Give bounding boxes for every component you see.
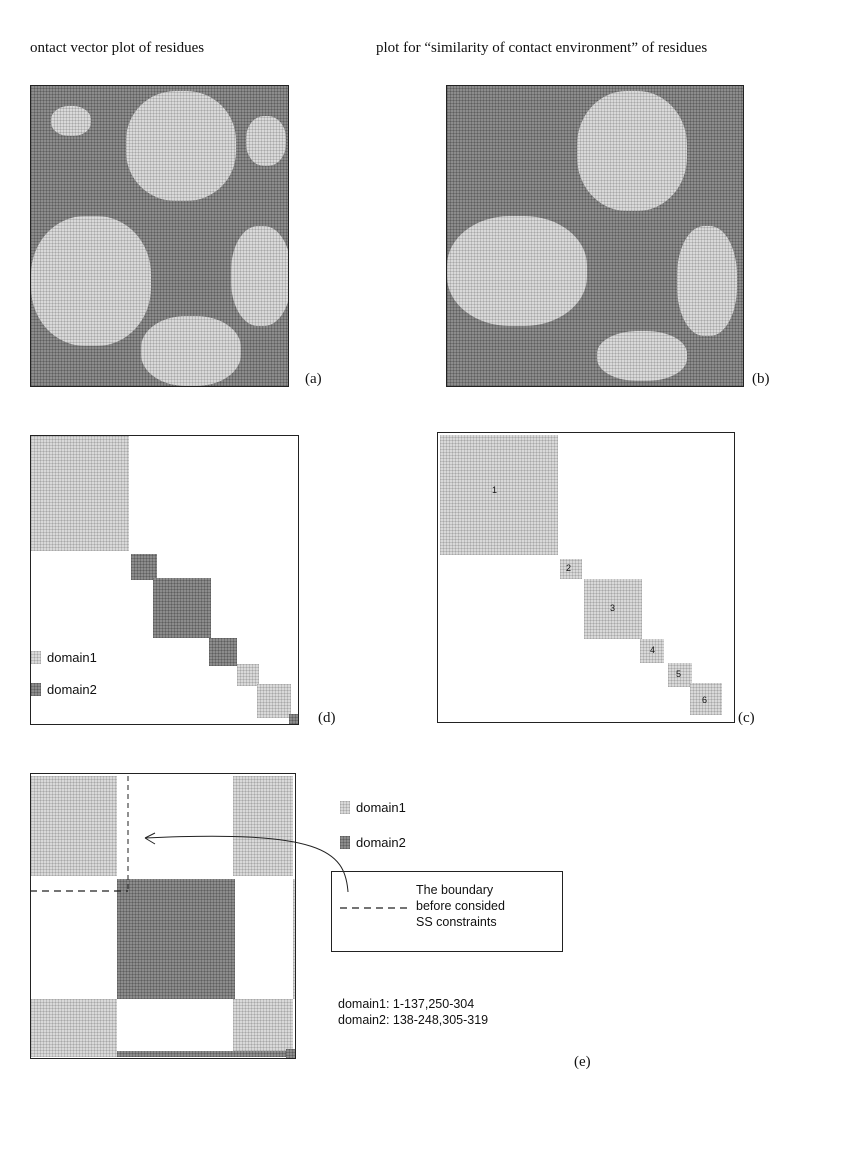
domain1-range: domain1: 1-137,250-304 <box>338 997 475 1011</box>
legend-domain2-d <box>31 682 97 697</box>
segment-number-4: 4 <box>650 645 656 655</box>
arrow-head-icon <box>145 833 155 844</box>
domain1-swatch <box>31 651 41 664</box>
boundary-arrow <box>145 836 348 892</box>
segment-plot-c <box>437 432 735 723</box>
dashed-line-icon <box>340 906 412 910</box>
boundary-text-line3: SS constraints <box>416 915 497 929</box>
label-panel-c: (c) <box>738 710 755 726</box>
segment-number-1: 1 <box>492 485 498 495</box>
similarity-contact-plot <box>446 85 744 387</box>
legend-domain2-e <box>340 835 406 850</box>
segment-number-2: 2 <box>566 563 572 573</box>
domain2-range: domain2: 138-248,305-319 <box>338 1013 489 1027</box>
label-panel-d: (d) <box>318 710 336 726</box>
legend-domain2-label: domain2 <box>47 682 97 697</box>
domain1-swatch-e <box>340 801 350 814</box>
domain2-swatch <box>31 683 41 696</box>
legend-domain1-label: domain1 <box>47 650 97 665</box>
legend-domain1-d <box>31 650 97 665</box>
label-panel-a: (a) <box>305 371 322 387</box>
segment-number-5: 5 <box>676 669 682 679</box>
segment-number-3: 3 <box>610 603 616 613</box>
label-panel-b: (b) <box>752 371 770 387</box>
title-panel-a: ontact vector plot of residues <box>30 40 205 56</box>
boundary-legend-text <box>416 882 505 930</box>
legend-domain2-e-label: domain2 <box>356 835 406 850</box>
title-panel-b: plot for “similarity of contact environment” of residues <box>376 40 708 56</box>
contact-vector-plot <box>30 85 289 387</box>
boundary-legend-box <box>331 871 563 952</box>
legend-domain1-e <box>340 800 406 815</box>
boundary-text-line1: The boundary <box>416 883 494 897</box>
label-panel-e: (e) <box>574 1054 591 1070</box>
domain2-swatch-e <box>340 836 350 849</box>
domain-assignment-plot-d <box>30 435 299 725</box>
domain-ranges <box>338 996 488 1028</box>
legend-domain1-e-label: domain1 <box>356 800 406 815</box>
segment-number-6: 6 <box>702 695 708 705</box>
boundary-text-line2: before consided <box>416 899 505 913</box>
